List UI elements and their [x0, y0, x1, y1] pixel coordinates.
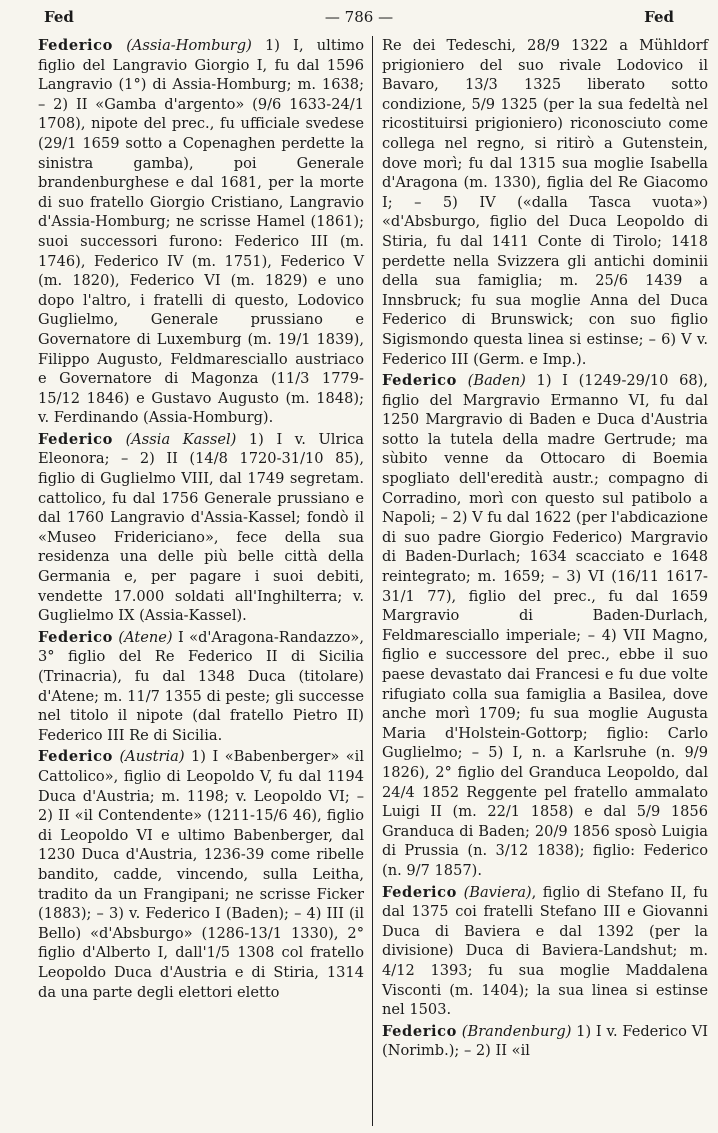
right-column: [382, 36, 708, 1126]
entry-house: (Assia Kassel): [125, 430, 237, 448]
entry-headword: Federico: [38, 628, 113, 646]
entry-atene: [38, 628, 364, 746]
entry-house: (Baden): [467, 372, 526, 390]
page-header: [10, 6, 708, 28]
entry-baviera: [382, 883, 708, 1020]
entry-text: 1) I, ultimo figlio del Langravio Giorgio I, fu dal 1596 Langravio (1°) di Assia-Homburg; m. 1638; – 2) II «Gamba d'argento» (9/6 1633-24/1 1708), nipote del prec., fu ufficiale svedese (29/1 1659 sotto a Copenaghen perdette la sinistra gamba), poi Generale brandenburghese e dal 1681, per la morte di suo fratello Giorgio Cristiano, Langravio d'Assia-Homburg; ne scrisse Hamel (1861); suoi successori furono: Federico III (m. 1746), Federico IV (m. 1751), Federico V (m. 1820), Federico VI (m. 1829) e uno dopo l'altro, i fratelli di questo, Lodovico Guglielmo, Generale prussiano e Governatore di Luxemburg (m. 19/1 1839), Filippo Augusto, Feldmaresciallo austriaco e Governatore di Magonza (11/3 1779-15/12 1846) e Gustavo Augusto (m. 1848); v. Ferdinando (Assia-Homburg).: [38, 37, 365, 427]
entry-text: 1) I «Babenberger» «il Cattolico», figlio di Leopoldo V, fu dal 1194 Duca d'Austria; m. 1198; v. Leopoldo VI; – 2) II «il Contendente» (1211-15/6 46), figlio di Leopoldo VI e ultimo Babenberger, dal 1230 Duca d'Austria, 1236-39 come ribelle bandito, cadde, vincendo, sulla Leitha, tradito da un Frangipani; ne scrisse Ficker (1883); – 3) v. Federico I (Baden); – 4) III (il Bello) «d'Absburgo» (1286-13/1 1330), 2° figlio d'Alberto I, dall'1/5 1308 col fratello Leopoldo Duca d'Austria e di Stiria, 1314 da una parte degli elettori eletto: [38, 748, 364, 1001]
entry-austria: [38, 747, 364, 1002]
entry-text: Re dei Tedeschi, 28/9 1322 a Mühldorf prigioniero del suo rivale Lodovico il Bavaro, 13/3 1325 liberato sotto condizione, 5/9 1325 (per la sua fedeltà nel ricostituirsi prigioniero) riconosciuto come collega nel regno, si ritirò a Gutenstein, dove morì; fu dal 1315 sua moglie Isabella d'Aragona (m. 1330), figlia del Re Giacomo I; – 5) IV («dalla Tasca vuota») «d'Absburgo, figlio del Duca Leopoldo di Stiria, fu dal 1411 Conte di Tirolo; 1418 perdette nella Svizzera gli antichi dominii della sua famiglia; m. 25/6 1439 a Innsbruck; fu sua moglie Anna del Duca Federico di Brunswick; con suo figlio Sigismondo questa linea si estinse; – 6) V v. Federico III (Germ. e Imp.).: [382, 37, 708, 368]
header-left-word: Fed: [44, 8, 74, 26]
entry-text: , figlio di Stefano II, fu dal 1375 coi fratelli Stefano III e Giovanni Duca di Baviera e dal 1392 (per la divisione) Duca di Baviera-Landshut; m. 4/12 1393; fu sua moglie Maddalena Visconti (m. 1404); la sua linea si estinse nel 1503.: [382, 883, 709, 1019]
entry-house: (Brandenburg): [461, 1022, 572, 1040]
entry-house: (Baviera): [463, 883, 532, 901]
entry-house: (Austria): [119, 748, 185, 766]
entry-text: 1) I v. Federico VI (Norimb.); – 2) II «il: [382, 1022, 708, 1060]
entry-headword: Federico: [38, 430, 113, 448]
entry-text: 1) I v. Ulrica Eleonora; – 2) II (14/8 1720-31/10 85), figlio di Guglielmo VIII, dal 1749 segretam. cattolico, fu dal 1756 Generale prussiano e dal 1760 Langravio d'Assia-Kassel; fondò il «Museo Fridericiano», fece della sua residenza una delle più belle città della Germania e, per pagare i suoi debiti, vendette 17.000 soldati all'Inghilterra; v. Guglielmo IX (Assia-Kassel).: [38, 430, 364, 625]
entry-assia-kassel: [38, 430, 364, 626]
entry-headword: Federico: [382, 372, 457, 390]
entry-text: I «d'Aragona-Randazzo», 3° figlio del Re Federico II di Sicilia (Trinacria), fu dal 1348 Duca (titolare) d'Atene; m. 11/7 1355 di peste; gli successe nel titolo il nipote (dal fratello Pietro II) Federico III Re di Sicilia.: [38, 628, 364, 744]
left-column: [38, 36, 364, 1126]
entry-house: (Assia-Homburg): [126, 37, 252, 54]
entry-assia-homburg: [38, 36, 364, 428]
entry-headword: Federico: [38, 37, 113, 54]
entry-house: (Atene): [118, 628, 173, 646]
entry-headword: Federico: [38, 748, 113, 766]
entry-text: 1) I (1249-29/10 68), figlio del Margravio Ermanno VI, fu dal 1250 Margravio di Baden e Duca d'Austria sotto la tutela della madre Gertrude; ma sùbito venne da Ottocaro di Boemia spogliato dell'eredità austr.; compagno di Corradino, morì con questo sul patibolo a Napoli; – 2) V fu dal 1622 (per l'abdicazione di suo padre Giorgio Federico) Margravio di Baden-Durlach; 1634 scacciato e 1648 reintegrato; m. 1659; – 3) VI (16/11 1617-31/1 77), figlio del prec., fu dal 1659 Margravio di Baden-Durlach, Feldmaresciallo imperiale; – 4) VII Magno, figlio e successore del prec., ebbe il suo paese devastato dai Francesi e fu due volte rifugiato colla sua famiglia a Basilea, dove anche morì 1709; fu sua moglie Augusta Maria d'Holstein-Gottorp; figlio: Carlo Guglielmo; – 5) I, n. a Karlsruhe (n. 9/9 1826), 2° figlio del Granduca Leopoldo, dal 24/4 1852 Reggente pel fratello ammalato Luigi II (m. 22/1 1858) e dal 5/9 1856 Granduca di Baden; 20/9 1856 sposò Luigia di Prussia (n. 3/12 1838); figlio: Federico (n. 9/7 1857).: [382, 372, 708, 879]
page-number: — 786 —: [324, 8, 394, 26]
column-divider: [372, 36, 373, 1126]
entry-brandenburg: [382, 1022, 708, 1061]
entry-baden: [382, 371, 708, 880]
entry-austria-continued: [382, 36, 708, 369]
entry-headword: Federico: [382, 883, 457, 901]
header-right-word: Fed: [644, 8, 674, 26]
entry-headword: Federico: [382, 1022, 457, 1040]
text-columns: [10, 36, 708, 1126]
